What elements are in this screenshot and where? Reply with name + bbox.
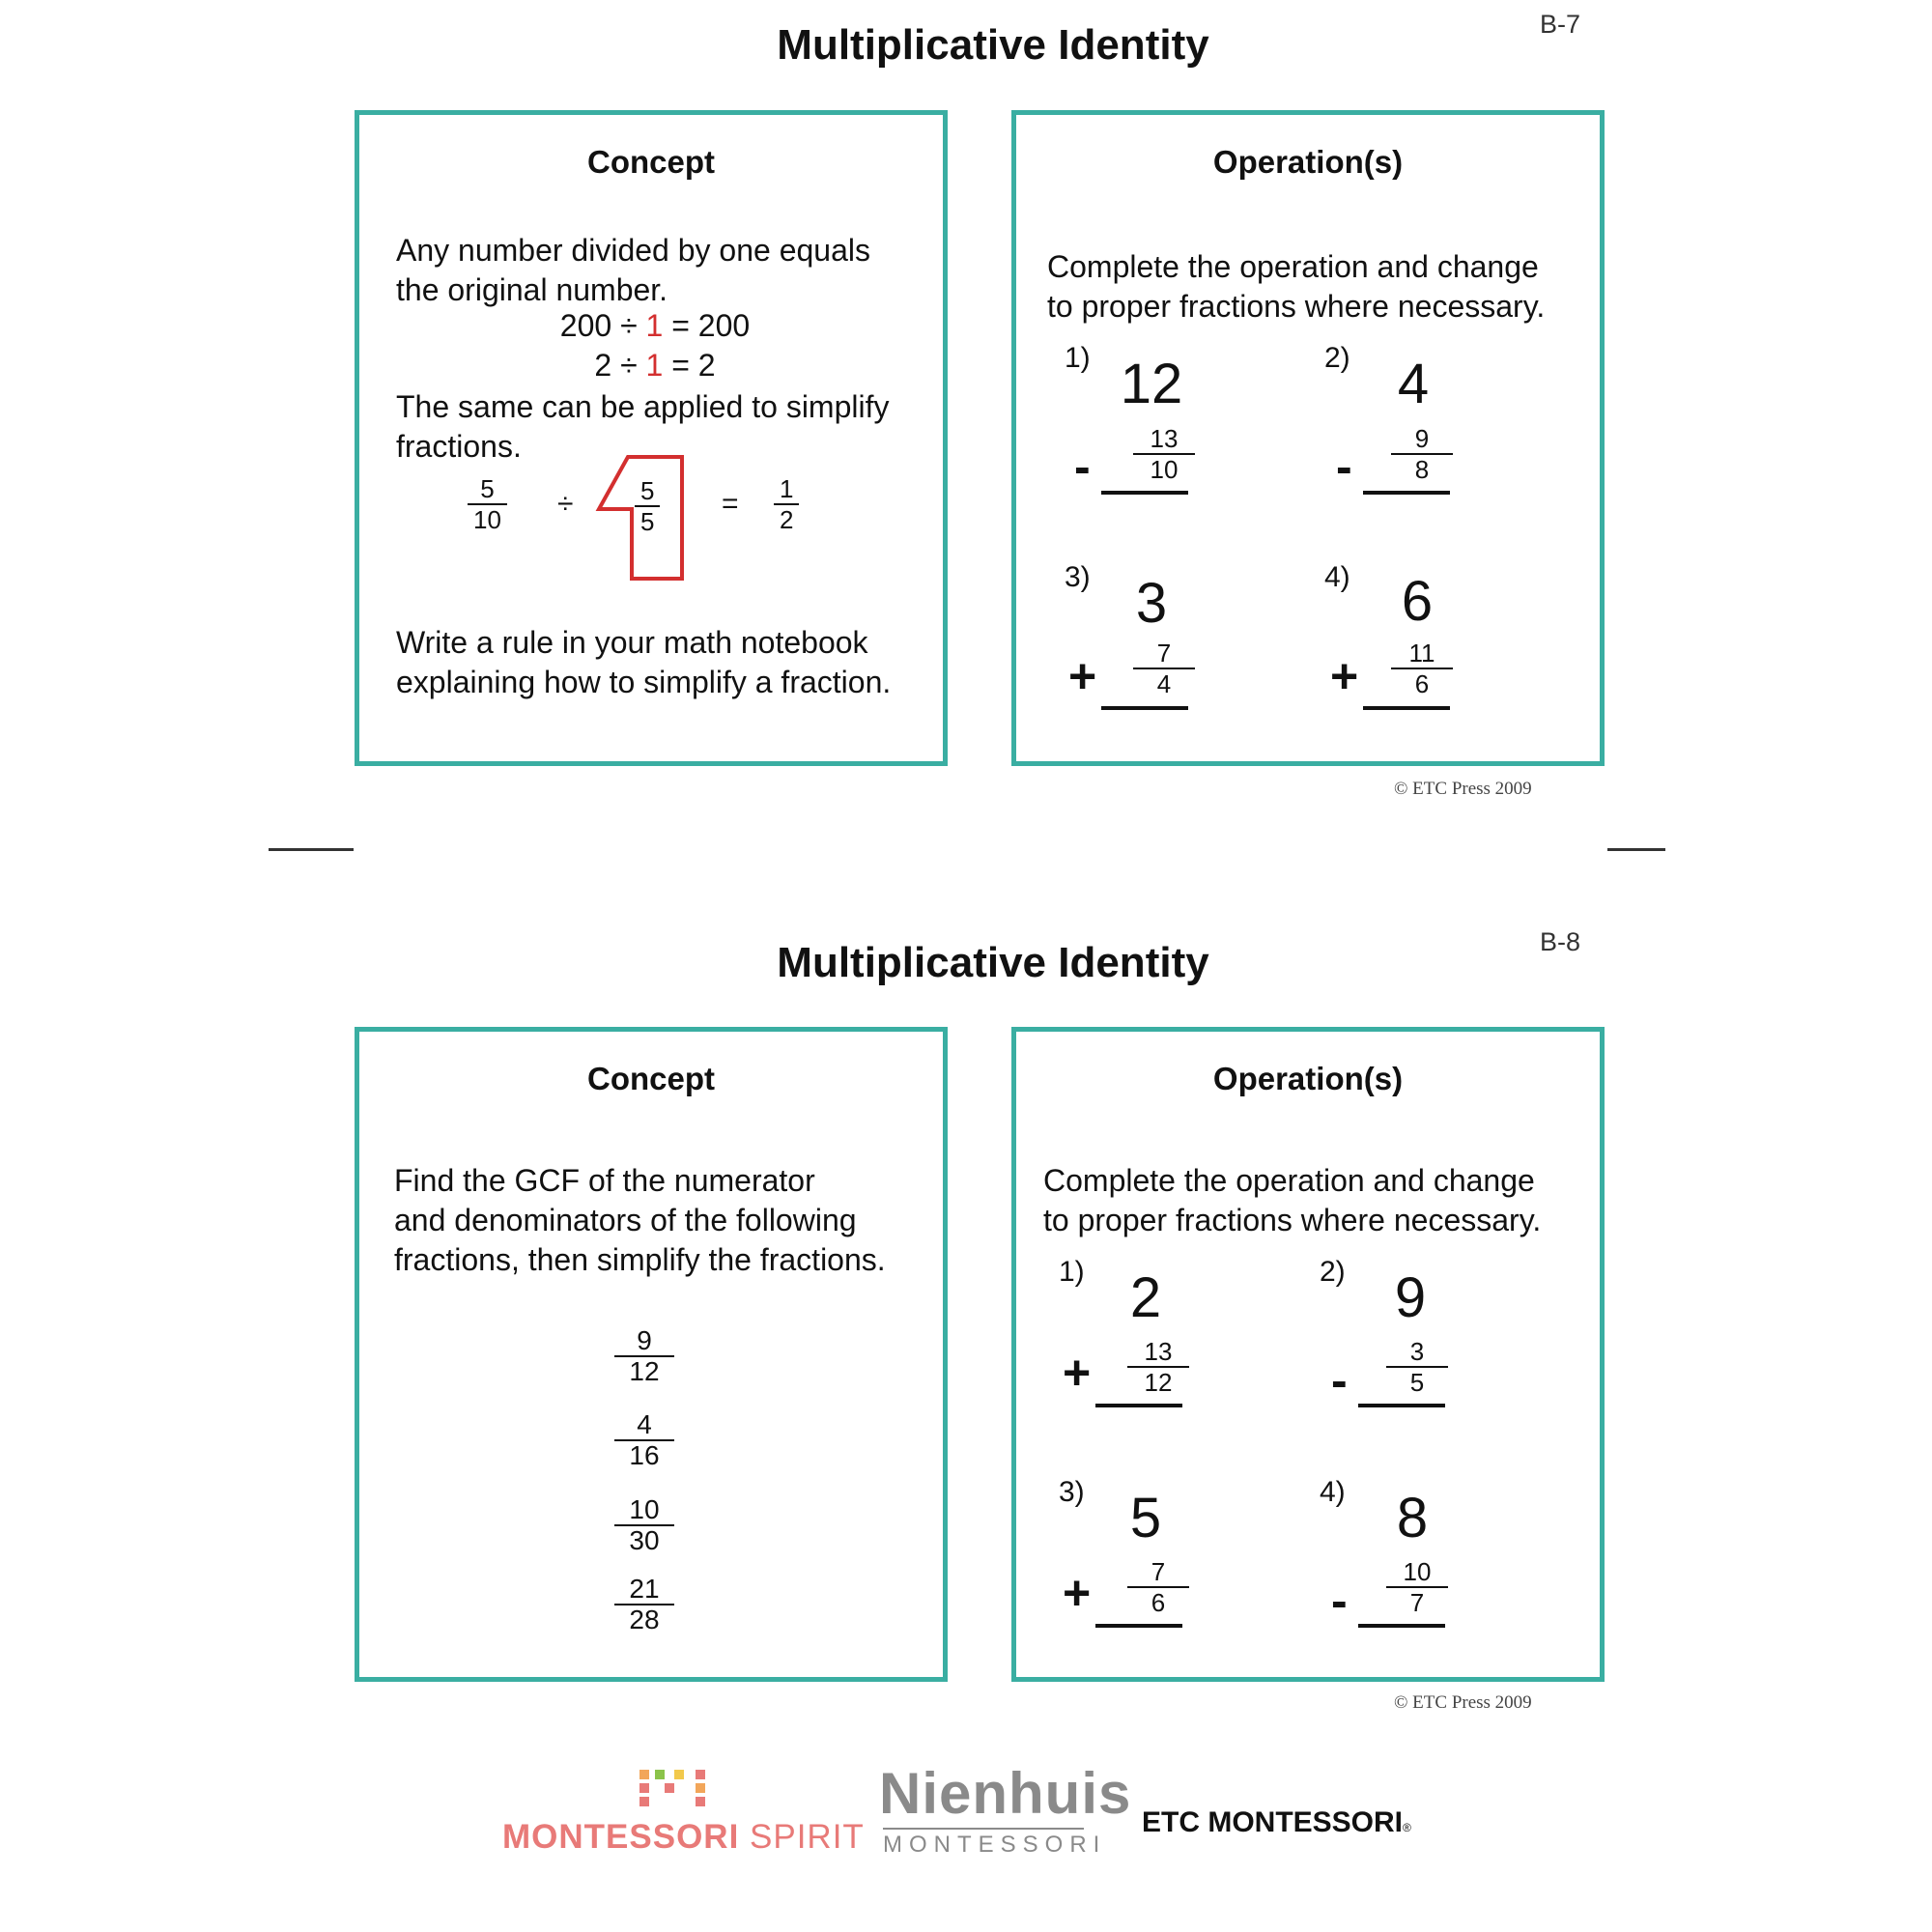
operations-heading: Operation(s) bbox=[1212, 144, 1404, 180]
example-fraction-3 bbox=[774, 474, 799, 534]
concept-text-2: The same can be applied to simplify fractions. bbox=[396, 389, 890, 464]
problem-number: 2) bbox=[1320, 1256, 1346, 1288]
fraction-numerator: 1 bbox=[780, 474, 794, 503]
equation-line-1 bbox=[462, 308, 848, 344]
concept-text-1: Find the GCF of the numerator and denominators of the following fractions, then simplify the fractions. bbox=[394, 1163, 886, 1277]
fraction-numerator: 5 bbox=[640, 476, 655, 505]
problem-3 bbox=[1059, 1476, 1271, 1669]
fraction-numerator: 10 bbox=[1403, 1557, 1432, 1586]
answer-line bbox=[1363, 491, 1450, 495]
fraction-denominator: 2 bbox=[774, 503, 799, 534]
operations-card-b7 bbox=[1011, 110, 1605, 766]
problem-1 bbox=[1065, 342, 1277, 535]
fraction-numerator: 21 bbox=[629, 1574, 660, 1604]
page-title-b7: Multiplicative Identity bbox=[777, 21, 1209, 69]
operator-sign: - bbox=[1074, 440, 1091, 494]
answer-line bbox=[1101, 491, 1188, 495]
card-id-b8: B-8 bbox=[1540, 927, 1581, 956]
problem-4 bbox=[1324, 561, 1537, 754]
page-title-b8: Multiplicative Identity bbox=[777, 939, 1209, 986]
answer-line bbox=[1095, 1624, 1182, 1628]
concept-heading: Concept bbox=[587, 144, 715, 180]
fraction-numerator: 5 bbox=[480, 474, 495, 503]
problem-number: 4) bbox=[1320, 1476, 1346, 1508]
equation-right: = 200 bbox=[663, 308, 751, 343]
concept-card-b7 bbox=[355, 110, 948, 766]
equation-line-2 bbox=[462, 348, 848, 384]
spirit-bold-text: MONTESSORI bbox=[502, 1818, 740, 1856]
fraction-denominator: 4 bbox=[1133, 668, 1195, 698]
problem-whole-number: 3 bbox=[1135, 572, 1168, 635]
operator-sign: + bbox=[1063, 1346, 1092, 1400]
problem-2 bbox=[1324, 342, 1537, 535]
operations-card-b8 bbox=[1011, 1027, 1605, 1682]
problem-whole-number: 9 bbox=[1394, 1266, 1427, 1329]
cut-mark-right bbox=[1607, 848, 1665, 851]
copyright-b7: © ETC Press 2009 bbox=[1394, 779, 1532, 799]
problem-whole-number: 6 bbox=[1401, 570, 1434, 633]
problem-fraction bbox=[1130, 639, 1198, 698]
fraction-denominator: 28 bbox=[614, 1604, 674, 1634]
fraction-denominator: 10 bbox=[468, 503, 507, 534]
concept-heading: Concept bbox=[587, 1061, 715, 1096]
fraction-denominator: 16 bbox=[614, 1439, 674, 1470]
fraction-numerator: 7 bbox=[1151, 1557, 1166, 1586]
concept-text-3: Write a rule in your math notebook explaining how to simplify a fraction. bbox=[396, 625, 892, 699]
fraction-numerator: 13 bbox=[1150, 424, 1179, 453]
fraction-denominator: 5 bbox=[1386, 1366, 1448, 1397]
cut-mark-left bbox=[269, 848, 354, 851]
equation-right: = 2 bbox=[663, 348, 716, 383]
nienhuis-subtitle: MONTESSORI bbox=[883, 1832, 1107, 1858]
registered-mark: ® bbox=[1403, 1821, 1411, 1834]
answer-line bbox=[1101, 706, 1188, 710]
example-fraction-2 bbox=[635, 476, 660, 536]
fraction-numerator: 4 bbox=[637, 1409, 652, 1439]
nienhuis-rule bbox=[883, 1828, 1084, 1830]
fraction-denominator: 12 bbox=[614, 1355, 674, 1386]
copyright-b8: © ETC Press 2009 bbox=[1394, 1692, 1532, 1713]
montessori-spirit-wordmark bbox=[502, 1818, 865, 1857]
problem-number: 2) bbox=[1324, 342, 1350, 374]
problem-number: 3) bbox=[1059, 1476, 1085, 1508]
operator-sign: + bbox=[1063, 1566, 1092, 1620]
nienhuis-wordmark: Nienhuis bbox=[879, 1761, 1132, 1826]
etc-montessori-wordmark: ETC MONTESSORI bbox=[1142, 1806, 1404, 1838]
equation-one-highlight: 1 bbox=[645, 348, 664, 383]
fraction-denominator: 10 bbox=[1133, 453, 1195, 484]
answer-line bbox=[1358, 1404, 1445, 1407]
fraction-numerator: 11 bbox=[1408, 639, 1435, 668]
fraction-denominator: 12 bbox=[1127, 1366, 1189, 1397]
fraction-numerator: 10 bbox=[629, 1494, 660, 1524]
problem-fraction bbox=[1383, 1557, 1451, 1617]
answer-line bbox=[1095, 1404, 1182, 1407]
problem-2 bbox=[1320, 1256, 1532, 1449]
fraction-numerator: 9 bbox=[637, 1325, 652, 1355]
problem-fraction bbox=[1124, 1557, 1192, 1617]
problem-fraction bbox=[1388, 424, 1456, 484]
problem-fraction bbox=[1388, 639, 1456, 698]
problem-whole-number: 5 bbox=[1129, 1487, 1162, 1549]
problem-fraction bbox=[1383, 1337, 1451, 1397]
problem-fraction bbox=[1130, 424, 1198, 484]
problem-whole-number: 8 bbox=[1396, 1487, 1429, 1549]
problem-number: 4) bbox=[1324, 561, 1350, 593]
operator-sign: + bbox=[1330, 649, 1359, 703]
fraction-denominator: 8 bbox=[1391, 453, 1453, 484]
problem-whole-number: 12 bbox=[1120, 353, 1183, 415]
problem-number: 1) bbox=[1059, 1256, 1085, 1288]
problem-number: 3) bbox=[1065, 561, 1091, 593]
operator-sign: - bbox=[1336, 440, 1352, 494]
card-id-b7: B-7 bbox=[1540, 10, 1581, 39]
operator-sign: - bbox=[1331, 1574, 1348, 1628]
fraction-numerator: 13 bbox=[1144, 1337, 1173, 1366]
equation-one-highlight: 1 bbox=[645, 308, 664, 343]
problem-fraction bbox=[1124, 1337, 1192, 1397]
gcf-fraction-4 bbox=[611, 1575, 678, 1634]
operator-sign: + bbox=[1068, 649, 1097, 703]
problem-1 bbox=[1059, 1256, 1271, 1449]
montessori-spirit-logo bbox=[502, 1768, 865, 1864]
divide-sign: ÷ bbox=[557, 488, 574, 520]
operations-instruction: Complete the operation and change to proper fractions where necessary. bbox=[1043, 1163, 1542, 1237]
fraction-denominator: 5 bbox=[635, 505, 660, 536]
problem-number: 1) bbox=[1065, 342, 1091, 374]
problem-3 bbox=[1065, 561, 1277, 754]
gcf-fraction-2 bbox=[611, 1410, 678, 1470]
equation-left: 2 ÷ bbox=[594, 348, 646, 383]
fraction-denominator: 6 bbox=[1127, 1586, 1189, 1617]
gcf-fraction-1 bbox=[611, 1326, 678, 1386]
answer-line bbox=[1358, 1624, 1445, 1628]
answer-line bbox=[1363, 706, 1450, 710]
gcf-fraction-3 bbox=[611, 1495, 678, 1555]
operator-sign: - bbox=[1331, 1353, 1348, 1407]
concept-text-1: Any number divided by one equals the original number. bbox=[396, 233, 870, 307]
example-fraction-1 bbox=[468, 474, 507, 534]
equation-left: 200 ÷ bbox=[559, 308, 646, 343]
problem-whole-number: 4 bbox=[1397, 353, 1430, 415]
fraction-denominator: 7 bbox=[1386, 1586, 1448, 1617]
equals-sign: = bbox=[722, 488, 739, 520]
operations-heading: Operation(s) bbox=[1212, 1061, 1404, 1096]
problem-whole-number: 2 bbox=[1129, 1266, 1162, 1329]
spirit-light-text: SPIRIT bbox=[739, 1818, 865, 1856]
etc-montessori-logo bbox=[1142, 1806, 1411, 1839]
fraction-numerator: 7 bbox=[1156, 639, 1172, 668]
problem-4 bbox=[1320, 1476, 1532, 1669]
operations-instruction: Complete the operation and change to proper fractions where necessary. bbox=[1047, 249, 1546, 324]
fraction-denominator: 30 bbox=[614, 1524, 674, 1555]
fraction-numerator: 3 bbox=[1409, 1337, 1425, 1366]
fraction-denominator: 6 bbox=[1391, 668, 1453, 698]
nienhuis-logo bbox=[879, 1760, 1132, 1866]
concept-card-b8 bbox=[355, 1027, 948, 1682]
montessori-spirit-mark-icon bbox=[638, 1768, 715, 1812]
fraction-numerator: 9 bbox=[1414, 424, 1430, 453]
